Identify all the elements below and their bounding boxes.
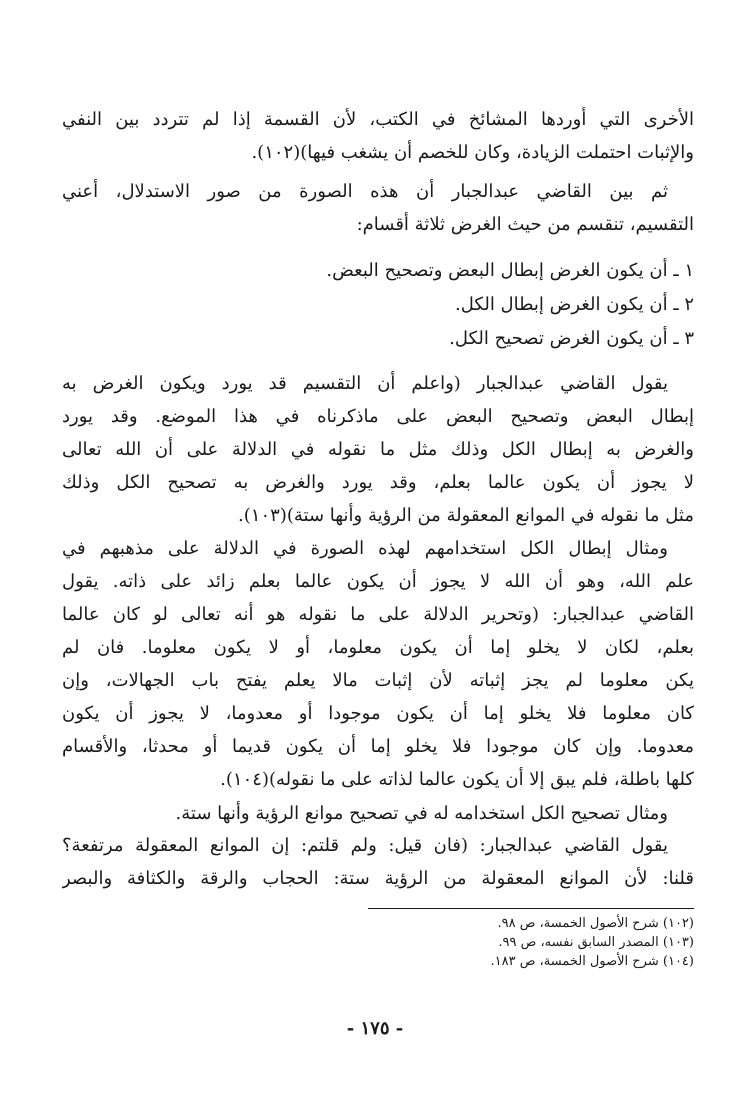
text-line: كلها باطلة، فلم يبق إلا أن يكون عالما لذاته على ما نقوله)(١٠٤).	[220, 769, 694, 790]
footnote-divider	[368, 908, 694, 909]
text-line: الأخرى التي أوردها المشائخ في الكتب، لأن القسمة إذا لم تتردد بين النفي	[62, 109, 694, 130]
text-line: معدوما. وإن كان موجودا فلا يخلو إما أن يكون قديما أو محدثا، والأقسام	[62, 736, 694, 757]
text-line: يقول القاضي عبدالجبار (واعلم أن التقسيم قد يورد ويكون الغرض به	[62, 373, 668, 394]
text-line: والإثبات احتملت الزيادة، وكان للخصم أن يشغب فيها)(١٠٢).	[251, 142, 694, 163]
text-line: إبطال البعض وتصحيح البعض على ماذكرناه في هذا الموضع. وقد يورد	[62, 406, 694, 427]
paragraph-invalidating-all	[62, 532, 694, 796]
footnotes	[354, 914, 694, 971]
text-line: ثم بين القاضي عبدالجبار أن هذه الصورة من صور الاستدلال، أعني	[62, 181, 668, 202]
list-item: ٣ ـ أن يكون الغرض تصحيح الكل.	[449, 328, 694, 349]
text-line: قلنا: لأن الموانع المعقولة من الرؤية ستة: الحجاب والرقة والكثافة والبصر	[62, 868, 694, 889]
text-line: التقسيم، تنقسم من حيث الغرض ثلاثة أقسام:	[356, 214, 694, 235]
paragraph-validating-all	[62, 797, 694, 830]
paragraph-continuation	[62, 103, 694, 169]
footnote: (١٠٣) المصدر السابق نفسه، ص ٩٩.	[498, 935, 694, 950]
footnote: (١٠٤) شرح الأصول الخمسة، ص ١٨٣.	[490, 954, 694, 969]
paragraph-abduljabbar-quote	[62, 367, 694, 532]
text-line: علم الله، وهو أن الله لا يجوز أن يكون عالما بعلم زائد على ذاته. يقول	[62, 571, 694, 592]
text-line: مثل ما نقوله في الموانع المعقولة من الرؤية وأنها ستة)(١٠٣).	[238, 505, 694, 526]
text-line: يقول القاضي عبدالجبار: (فان قيل: ولم قلتم: إن الموانع المعقولة مرتفعة؟	[62, 835, 668, 856]
division-list	[62, 254, 694, 356]
text-line: لا يجوز أن يكون عالما بعلم، وقد يورد والغرض به تصحيح الكل وذلك	[62, 472, 694, 493]
page-number: - ١٧٥ -	[346, 1018, 404, 1039]
footnote: (١٠٢) شرح الأصول الخمسة، ص ٩٨.	[497, 916, 694, 931]
text-line: القاضي عبدالجبار: (وتحرير الدلالة على ما نقوله هو أنه تعالى لو كان عالما	[62, 604, 694, 625]
text-line: بعلم، لكان لا يخلو إما أن يكون معلوما، أو لا يكون معلوما. فان لم	[62, 637, 694, 658]
text-line: ومثال تصحيح الكل استخدامه له في تصحيح موانع الرؤية وأنها ستة.	[175, 803, 668, 824]
text-line: ومثال إبطال الكل استخدامهم لهذه الصورة في الدلالة على مذهبهم في	[62, 538, 668, 559]
text-line: والغرض به إبطال الكل وذلك مثل ما نقوله في الدلالة على أن الله تعالى	[62, 439, 694, 460]
text-line: كان معلوما فلا يخلو إما أن يكون موجودا أو معدوما، لا يجوز أن يكون	[62, 703, 694, 724]
text-line: يكن معلوما لم يجز إثباته لأن إثبات مالا يعلم يفتح باب الجهالات، وإن	[62, 670, 694, 691]
list-item: ٢ ـ أن يكون الغرض إبطال الكل.	[455, 294, 694, 315]
list-item: ١ ـ أن يكون الغرض إبطال البعض وتصحيح البعض.	[326, 260, 694, 281]
paragraph-division-intro	[62, 175, 694, 241]
paragraph-quote-start	[62, 829, 694, 895]
